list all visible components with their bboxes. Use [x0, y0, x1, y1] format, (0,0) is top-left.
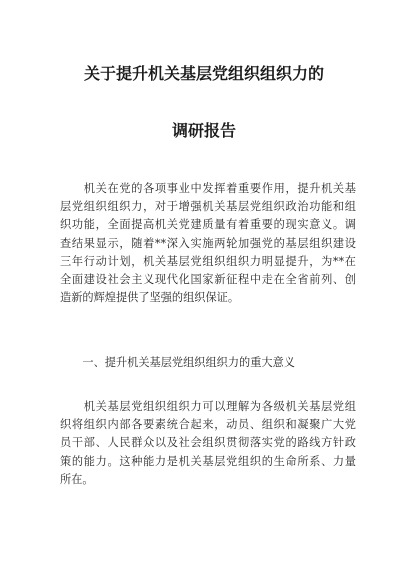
paragraph-line: 机关基层党组织组织力可以理解为各级机关基层党组: [60, 400, 356, 413]
paragraph-line: 员干部、人民群众以及社会组织贯彻落实党的路线方针政: [60, 436, 356, 450]
paragraph-line: 全面建设社会主义现代化国家新征程中走在全省前列、创: [60, 273, 356, 287]
paragraph-line: 造新的辉煌提供了坚强的组织保证。: [60, 291, 240, 305]
document-title-line-2: 调研报告: [171, 121, 236, 140]
document-title-line-1: 关于提升机关基层党组织组织力的: [83, 64, 324, 83]
paragraph-line: 层党组织组织力，对于增强机关基层党组织政治功能和组: [60, 200, 356, 214]
section-paragraph: [60, 398, 356, 489]
paragraph-line: 三年行动计划，机关基层党组织组织力明显提升，为**在: [60, 254, 356, 268]
paragraph-line: 查结果显示，随着**深入实施两轮加强党的基层组织建设: [60, 236, 356, 250]
paragraph-line: 机关在党的各项事业中发挥着重要作用，提升机关基: [60, 182, 356, 195]
paragraph-line: 所在。: [60, 472, 94, 486]
paragraph-line: 策的能力。这种能力是机关基层党组织的生命所系、力量: [60, 454, 356, 468]
paragraph-line: 织功能，全面提高机关党建质量有着重要的现实意义。调: [60, 218, 356, 232]
intro-paragraph: [60, 180, 356, 307]
section-heading: 一、提升机关基层党组织组织力的重大意义: [60, 356, 295, 369]
paragraph-line: 织将组织内部各要素统合起来，动员、组织和凝聚广大党: [60, 418, 356, 432]
